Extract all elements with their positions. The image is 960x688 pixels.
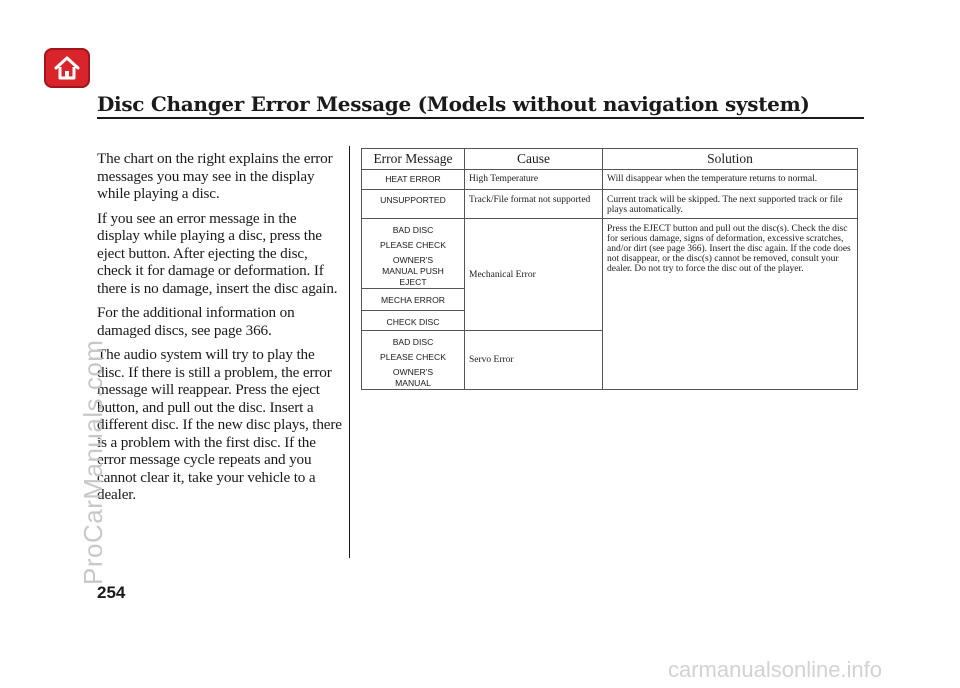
error-message-cell [362,190,465,219]
table-row [362,190,858,219]
error-message-text: PLEASE CHECK [380,352,446,362]
error-message-cell [362,311,465,331]
watermark-side: ProCarManuals.com [78,339,108,585]
table-row [362,219,858,289]
intro-text [97,150,342,511]
cause-cell-mechanical: Mechanical Error [465,219,603,331]
header-error-message: Error Message [362,149,465,170]
error-message-text: CHECK DISC [386,317,440,327]
error-message-text: HEAT ERROR [385,174,441,184]
intro-paragraph: The chart on the right explains the error messages you may see in the display while playing a disc. [97,150,333,202]
intro-paragraph: The audio system will try to play the disc. If there is still a problem, the error message will reappear. Press the eject button, and pull out the disc. Insert a different disc. If the new disc plays, there is a problem with the first disc. If the error message cycle repeats and you cannot clear it, take your vehicle to a dealer. [97,346,342,503]
error-message-text: OWNER'S [392,367,434,377]
home-icon [53,55,81,81]
cause-cell: Track/File format not supported [465,190,603,219]
intro-paragraph: For the additional information on damaged discs, see page 366. [97,304,295,339]
cause-cell-servo: Servo Error [465,331,603,390]
error-message-text: PLEASE CHECK [380,240,446,250]
title-divider [97,117,864,119]
error-message-table [361,148,858,390]
error-message-text: MANUAL [395,378,431,388]
page-title: Disc Changer Error Message (Models without navigation system) [97,92,810,116]
error-message-text: BAD DISC [392,337,434,347]
page-number: 254 [97,583,126,602]
intro-paragraph: If you see an error message in the display while playing a disc, press the eject button. After ejecting the disc, check it for damage or deformation. If there is no damage, insert the disc again. [97,209,338,297]
home-button[interactable] [44,48,90,88]
error-message-cell [362,331,465,390]
error-message-text: OWNER'S [392,255,434,265]
table-header-row [362,149,858,170]
error-message-text: EJECT [399,277,427,287]
solution-cell: Current track will be skipped. The next supported track or file plays automatically. [603,190,858,219]
cause-cell: High Temperature [465,170,603,190]
solution-cell-shared: Press the EJECT button and pull out the disc(s). Check the disc for serious damage, signs of deformation, excessive scratches, and/or dirt (see page 366). Insert the disc again. If the code does not disappear, or the disc(s) cannot be removed, consult your dealer. Do not try to force the disc out of the player. [603,219,858,390]
error-message-cell [362,289,465,311]
header-solution: Solution [603,149,858,170]
error-message-text: BAD DISC [392,225,434,235]
column-divider [349,146,350,558]
error-message-text: UNSUPPORTED [380,195,446,205]
error-message-text: MECHA ERROR [381,295,445,305]
error-message-text: MANUAL PUSH [382,266,444,276]
error-message-cell [362,219,465,289]
error-message-cell [362,170,465,190]
table-row [362,170,858,190]
watermark-bottom: carmanualsonline.info [668,657,883,682]
header-cause: Cause [465,149,603,170]
solution-cell: Will disappear when the temperature returns to normal. [603,170,858,190]
